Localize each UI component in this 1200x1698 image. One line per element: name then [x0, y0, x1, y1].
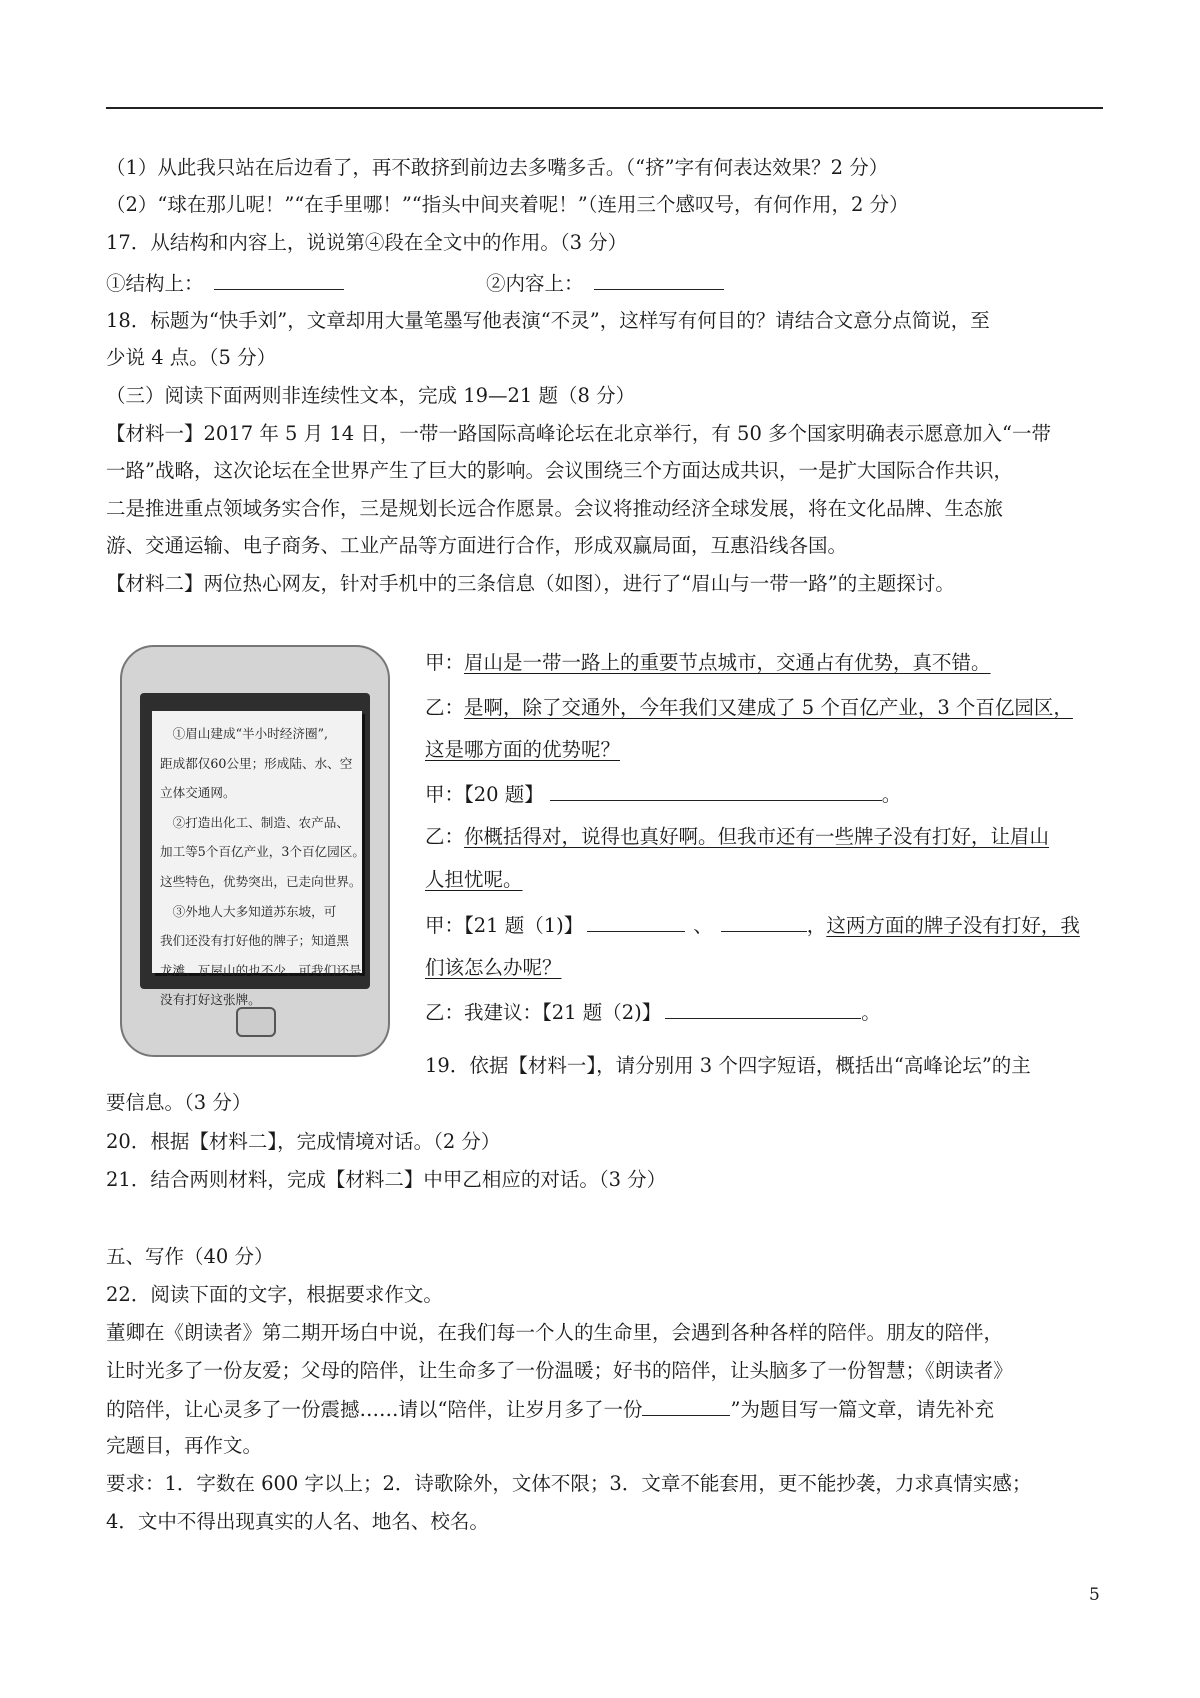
note-line: 我们还没有打好他的牌子；知道黑 — [160, 933, 349, 949]
section5-heading: 五、写作（40 分） — [106, 1245, 274, 1268]
q18-line1: 18．标题为“快手刘”，文章却用大量笔墨写他表演“不灵”，这样写有何目的？请结合文意分点简说，至 — [106, 309, 990, 332]
material1-line1: 【材料一】2017 年 5 月 14 日，一带一路国际高峰论坛在北京举行，有 50 多个国家明确表示愿意加入“一带 — [106, 422, 1052, 445]
prompt-line4: 完题目，再作文。 — [106, 1434, 263, 1457]
dialogue-text: 是啊，除了交通外，今年我们又建成了 5 个百亿产业，3 个百亿园区， — [464, 696, 1073, 719]
prompt-line3 — [106, 1396, 994, 1422]
dialogue-jia-3 — [425, 912, 1080, 938]
dialogue-text: 你概括得对，说得也真好啊。但我市还有一些牌子没有打好，让眉山 — [464, 825, 1050, 848]
note-line: 立体交通网。 — [160, 785, 236, 801]
q17-structure-label: ①结构上： — [106, 272, 204, 295]
q17-answer-row — [106, 270, 344, 296]
q18-line2: 少说 4 点。（5 分） — [106, 346, 277, 369]
dialogue-yi-1 — [425, 696, 1073, 720]
dialogue-text: 这是哪方面的优势呢？ — [425, 738, 621, 761]
q20-label: 甲：【20 题】 — [425, 783, 544, 806]
page-number: 5 — [1089, 1585, 1100, 1605]
q16-sub1: （1）从此我只站在后边看了，再不敢挤到前边去多嘴多舌。（“挤”字有何表达效果？2 分） — [106, 156, 889, 179]
material1-line3: 二是推进重点领域务实合作，三是规划长远合作愿景。会议将推动经济全球发展，将在文化品牌、生态旅 — [106, 497, 1004, 520]
note-line: 加工等5个百亿产业，3个百亿园区。 — [160, 844, 365, 860]
dialogue-jia-3-cont — [425, 956, 562, 980]
q17-structure-blank[interactable] — [214, 270, 344, 290]
dialogue-text: 这两方面的牌子没有打好，我 — [826, 914, 1080, 937]
material2-intro: 【材料二】两位热心网友，针对手机中的三条信息（如图），进行了“眉山与一带一路”的主题探讨。 — [106, 572, 955, 595]
phone-image — [120, 645, 390, 1057]
speaker-yi: 乙： — [425, 696, 465, 719]
q22: 22．阅读下面的文字，根据要求作文。 — [106, 1283, 443, 1306]
q17-answer-row-2 — [486, 270, 724, 296]
dialogue-yi-1-cont — [425, 738, 620, 762]
phone-screen — [140, 693, 370, 1008]
note-line: 这些特色，优势突出，已走向世界。 — [160, 873, 362, 889]
separator: 、 — [693, 914, 713, 937]
material1-line2: 一路”战略，这次论坛在全世界产生了巨大的影响。会议围绕三个方面达成共识，一是扩大国际合作共识， — [106, 459, 1013, 482]
q21: 21．结合两则材料，完成【材料二】中甲乙相应的对话。（3 分） — [106, 1168, 667, 1191]
q21-1-blank-a[interactable] — [587, 912, 685, 932]
phone-home-button — [236, 1007, 276, 1037]
title-blank[interactable] — [642, 1396, 730, 1416]
note-line: 龙滩、瓦屋山的也不少，可我们还是 — [160, 962, 362, 978]
prompt-line1: 董卿在《朗读者》第二期开场白中说，在我们每一个人的生命里，会遇到各种各样的陪伴。朋友的陪伴， — [106, 1321, 1004, 1344]
material1-line4: 游、交通运输、电子商务、工业产品等方面进行合作，形成双赢局面，互惠沿线各国。 — [106, 534, 848, 557]
speaker-jia: 甲： — [425, 651, 465, 674]
q20-answer-blank[interactable] — [550, 781, 882, 801]
prompt-line3-a: 的陪伴，让心灵多了一份震撼……请以“陪伴，让岁月多了一份 — [106, 1398, 643, 1421]
q20: 20．根据【材料二】，完成情境对话。（2 分） — [106, 1130, 501, 1153]
section3-heading: （三）阅读下面两则非连续性文本，完成 19—21 题（8 分） — [106, 384, 636, 407]
q21-2-answer-blank[interactable] — [665, 999, 861, 1019]
note-line: ②打造出化工、制造、农产品、 — [160, 814, 349, 830]
dialogue-text: 眉山是一带一路上的重要节点城市，交通占有优势，真不错。 — [464, 651, 991, 674]
q21-1-blank-b[interactable] — [721, 912, 807, 932]
header-rule — [106, 107, 1103, 109]
q17-content-label: ②内容上： — [486, 272, 584, 295]
period: 。 — [881, 783, 902, 806]
requirements-line2: 4．文中不得出现真实的人名、地名、校名。 — [106, 1510, 489, 1533]
comma: ， — [806, 914, 827, 937]
note-line: 没有打好这张牌。 — [160, 992, 261, 1008]
q21-1-label: 甲：【21 题（1)】 — [425, 914, 584, 937]
q17-question: 17．从结构和内容上，说说第④段在全文中的作用。（3 分） — [106, 231, 628, 254]
note-line: ③外地人大多知道苏东坡，可 — [160, 903, 337, 919]
q19-line2: 要信息。（3 分） — [106, 1091, 252, 1114]
q17-content-blank[interactable] — [594, 270, 724, 290]
q16-sub2: （2）“球在那儿呢！”“在手里哪！”“指头中间夹着呢！”（连用三个感叹号，有何作用，2 分） — [106, 193, 909, 216]
note-line: ①眉山建成“半小时经济圈”, — [160, 726, 329, 741]
prompt-line2: 让时光多了一份友爱；父母的陪伴，让生命多了一份温暖；好书的陪伴，让头脑多了一份智慧；《朗读者》 — [106, 1359, 1013, 1382]
phone-note — [152, 711, 365, 1008]
dialogue-text: 人担忧呢。 — [425, 868, 523, 891]
dialogue-text: 们该怎么办呢？ — [425, 956, 562, 979]
q19-line1: 19．依据【材料一】，请分别用 3 个四字短语，概括出“高峰论坛”的主 — [425, 1054, 1031, 1077]
dialogue-jia-2 — [425, 781, 901, 807]
dialogue-jia-1 — [425, 651, 991, 675]
dialogue-yi-2 — [425, 825, 1049, 849]
prompt-line3-b: ”为题目写一篇文章，请先补充 — [730, 1398, 994, 1421]
speaker-yi: 乙： — [425, 825, 465, 848]
q21-2-label: 乙：我建议：【21 题（2)】 — [425, 1001, 662, 1024]
requirements-line1: 要求：1．字数在 600 字以上；2．诗歌除外，文体不限；3．文章不能套用，更不能抄袭，力求真情实感； — [106, 1472, 1032, 1495]
dialogue-yi-2-cont — [425, 868, 523, 892]
dialogue-yi-3 — [425, 999, 881, 1025]
note-line: 距成都仅60公里；形成陆、水、空 — [160, 755, 353, 771]
period: 。 — [861, 1001, 881, 1024]
